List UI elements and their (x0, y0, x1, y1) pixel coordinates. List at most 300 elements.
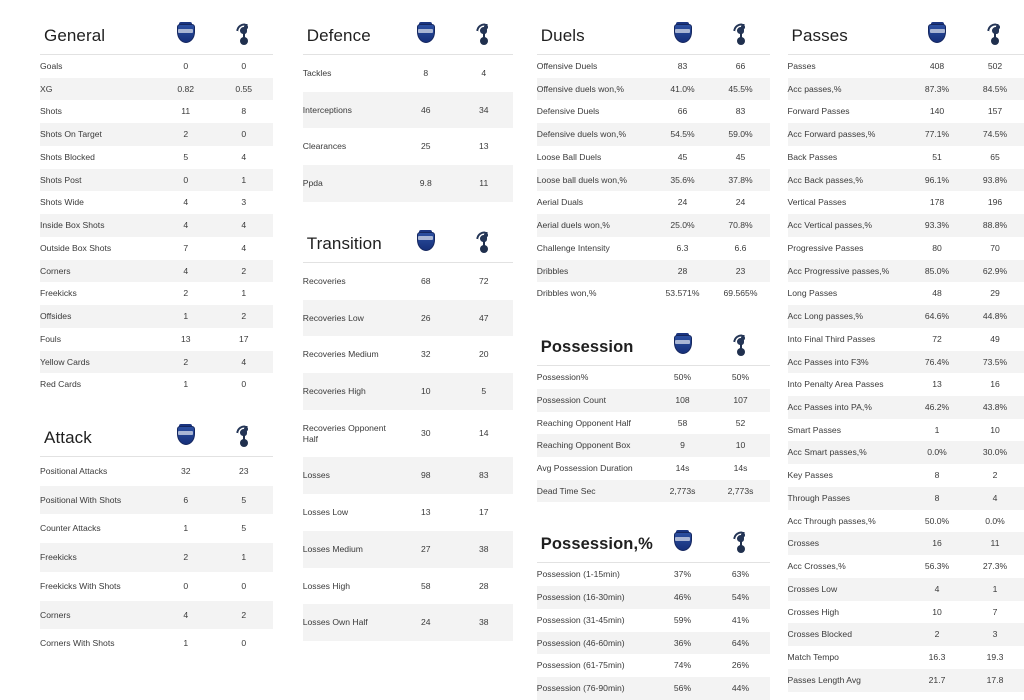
stat-label: Inside Box Shots (40, 214, 157, 237)
stat-value-team-a: 72 (908, 328, 966, 351)
stat-value-team-b: 70.8% (712, 214, 770, 237)
stat-value-team-a: 1 (157, 373, 215, 396)
stat-value-team-a: 2 (157, 543, 215, 572)
stat-value-team-a: 2 (157, 282, 215, 305)
table-row (303, 92, 513, 129)
stat-label: Possession (61-75min) (537, 654, 654, 677)
stats-table-header-passes (788, 22, 1024, 55)
stat-label: Offsides (40, 305, 157, 328)
stat-label: Avg Possession Duration (537, 457, 654, 480)
table-row (537, 457, 770, 480)
stat-value-team-a: 46.2% (908, 396, 966, 419)
stat-value-team-b: 4 (215, 214, 273, 237)
stat-value-team-b: 5 (215, 514, 273, 543)
stat-value-team-a: 30 (397, 410, 455, 457)
table-row (303, 300, 513, 337)
table-row (40, 214, 273, 237)
stat-value-team-b: 1 (966, 578, 1024, 601)
stat-label: Acc Long passes,% (788, 305, 909, 328)
stat-label: Losses (303, 457, 397, 494)
stats-columns (0, 22, 1024, 700)
stat-value-team-b: 0 (215, 629, 273, 658)
table-row (303, 457, 513, 494)
stat-value-team-b: 28 (455, 568, 513, 605)
table-row (788, 260, 1024, 283)
everton-crest-icon (415, 22, 437, 46)
stat-label: Loose Ball Duels (537, 146, 654, 169)
stat-value-team-a: 4 (157, 601, 215, 630)
stat-value-team-b: 70 (966, 237, 1024, 260)
stat-value-team-a: 48 (908, 282, 966, 305)
tottenham-crest-icon (730, 22, 752, 46)
table-row (537, 632, 770, 655)
stats-column-3 (513, 22, 770, 700)
stats-table-general (40, 22, 273, 396)
team-b-header (215, 22, 273, 55)
table-row (40, 55, 273, 78)
stat-value-team-b: 157 (966, 100, 1024, 123)
stat-label: Shots Wide (40, 191, 157, 214)
stat-value-team-b: 59.0% (712, 123, 770, 146)
stat-value-team-a: 0 (157, 169, 215, 192)
table-row (40, 305, 273, 328)
stat-value-team-b: 73.5% (966, 351, 1024, 374)
stat-value-team-b: 66 (712, 55, 770, 78)
table-row (788, 146, 1024, 169)
stat-value-team-b: 8 (215, 100, 273, 123)
table-row (537, 260, 770, 283)
table-row (537, 654, 770, 677)
stat-label: Crosses Low (788, 578, 909, 601)
stat-value-team-a: 4 (157, 191, 215, 214)
stat-label: Counter Attacks (40, 514, 157, 543)
stat-value-team-b: 24 (712, 191, 770, 214)
stat-value-team-a: 36% (654, 632, 712, 655)
table-row (537, 480, 770, 503)
team-a-header (654, 530, 712, 563)
stat-label: Corners (40, 601, 157, 630)
stat-label: Forward Passes (788, 100, 909, 123)
stat-value-team-a: 4 (157, 214, 215, 237)
stats-table-header-attack (40, 424, 273, 457)
stat-value-team-b: 1 (215, 169, 273, 192)
stat-value-team-a: 54.5% (654, 123, 712, 146)
stat-value-team-b: 88.8% (966, 214, 1024, 237)
table-row (40, 237, 273, 260)
table-row (788, 100, 1024, 123)
stat-value-team-b: 0 (215, 572, 273, 601)
stat-value-team-a: 21.7 (908, 669, 966, 692)
team-b-header (455, 230, 513, 263)
stat-label: Recoveries Medium (303, 336, 397, 373)
stat-value-team-b: 50% (712, 366, 770, 389)
table-row (303, 165, 513, 202)
stat-value-team-a: 50.0% (908, 510, 966, 533)
section-title-defence: Defence (303, 22, 397, 55)
stat-value-team-b: 6.6 (712, 237, 770, 260)
stats-table-header-possession (537, 333, 770, 366)
stat-value-team-b: 44.8% (966, 305, 1024, 328)
stat-value-team-b: 2 (215, 305, 273, 328)
stat-value-team-a: 80 (908, 237, 966, 260)
stat-value-team-b: 65 (966, 146, 1024, 169)
stat-value-team-b: 4 (215, 351, 273, 374)
stat-value-team-b: 49 (966, 328, 1024, 351)
stat-value-team-a: 8 (908, 487, 966, 510)
stat-label: Offensive Duels (537, 55, 654, 78)
stat-label: Possession% (537, 366, 654, 389)
table-row (788, 578, 1024, 601)
stat-label: Crosses (788, 532, 909, 555)
table-row (788, 123, 1024, 146)
stat-value-team-a: 0.0% (908, 441, 966, 464)
table-row (788, 305, 1024, 328)
stat-label: Outside Box Shots (40, 237, 157, 260)
stat-value-team-b: 11 (455, 165, 513, 202)
stat-value-team-b: 45.5% (712, 78, 770, 101)
stat-value-team-a: 64.6% (908, 305, 966, 328)
table-row (303, 262, 513, 299)
stat-label: Ppda (303, 165, 397, 202)
stats-table-transition (303, 230, 513, 641)
stat-label: Clearances (303, 128, 397, 165)
stat-value-team-a: 96.1% (908, 169, 966, 192)
stat-label: Acc Smart passes,% (788, 441, 909, 464)
stat-label: Possession (31-45min) (537, 609, 654, 632)
stats-column-2 (273, 22, 513, 641)
table-row (303, 410, 513, 457)
stat-value-team-b: 74.5% (966, 123, 1024, 146)
stat-value-team-a: 28 (654, 260, 712, 283)
table-row (537, 586, 770, 609)
stat-value-team-a: 0 (157, 55, 215, 78)
stat-label: Acc Crosses,% (788, 555, 909, 578)
stat-value-team-a: 11 (157, 100, 215, 123)
stat-value-team-a: 8 (908, 464, 966, 487)
stat-value-team-a: 46 (397, 92, 455, 129)
stat-value-team-b: 196 (966, 191, 1024, 214)
stat-value-team-b: 502 (966, 55, 1024, 78)
stat-label: Acc Progressive passes,% (788, 260, 909, 283)
stats-table-defence (303, 22, 513, 202)
stat-value-team-a: 25 (397, 128, 455, 165)
stat-value-team-a: 35.6% (654, 169, 712, 192)
stat-value-team-b: 13 (455, 128, 513, 165)
stat-value-team-b: 38 (455, 604, 513, 641)
stat-value-team-a: 2 (157, 123, 215, 146)
table-row (788, 669, 1024, 692)
stat-value-team-a: 59% (654, 609, 712, 632)
stat-value-team-b: 2 (966, 464, 1024, 487)
team-b-header (215, 424, 273, 457)
stat-value-team-b: 47 (455, 300, 513, 337)
table-row (788, 419, 1024, 442)
stat-value-team-b: 0.0% (966, 510, 1024, 533)
stat-label: Vertical Passes (788, 191, 909, 214)
tottenham-crest-icon (984, 22, 1006, 46)
stats-table-header-duels (537, 22, 770, 55)
table-row (537, 609, 770, 632)
stat-label: Freekicks With Shots (40, 572, 157, 601)
table-row (537, 169, 770, 192)
stat-value-team-a: 85.0% (908, 260, 966, 283)
stat-value-team-b: 19.3 (966, 646, 1024, 669)
stat-label: Possession (1-15min) (537, 563, 654, 586)
stat-label: Into Penalty Area Passes (788, 373, 909, 396)
team-b-header (712, 22, 770, 55)
stat-value-team-b: 5 (455, 373, 513, 410)
stat-value-team-a: 32 (157, 457, 215, 486)
table-row (537, 412, 770, 435)
section-title-general: General (40, 22, 157, 55)
team-a-header (654, 22, 712, 55)
stat-value-team-b: 23 (712, 260, 770, 283)
stat-value-team-b: 43.8% (966, 396, 1024, 419)
stat-value-team-a: 5 (157, 146, 215, 169)
stats-table-duels (537, 22, 770, 305)
table-row (40, 78, 273, 101)
stat-value-team-a: 56.3% (908, 555, 966, 578)
stat-label: Passes (788, 55, 909, 78)
stat-value-team-b: 14 (455, 410, 513, 457)
team-b-header (455, 22, 513, 55)
stat-label: Crosses Blocked (788, 623, 909, 646)
table-row (788, 237, 1024, 260)
stat-label: Possession (46-60min) (537, 632, 654, 655)
stat-value-team-a: 4 (157, 260, 215, 283)
table-row (303, 336, 513, 373)
stat-label: Acc Back passes,% (788, 169, 909, 192)
stat-value-team-a: 74% (654, 654, 712, 677)
table-row (537, 100, 770, 123)
table-row (537, 389, 770, 412)
stat-label: Offensive duels won,% (537, 78, 654, 101)
stat-label: Loose ball duels won,% (537, 169, 654, 192)
stat-value-team-a: 1 (157, 305, 215, 328)
stat-label: Dribbles (537, 260, 654, 283)
stat-value-team-b: 4 (215, 237, 273, 260)
stat-value-team-b: 2,773s (712, 480, 770, 503)
stat-label: Back Passes (788, 146, 909, 169)
stat-label: Dribbles won,% (537, 282, 654, 305)
tottenham-crest-icon (233, 424, 255, 448)
team-b-header (966, 22, 1024, 55)
table-row (303, 604, 513, 641)
stat-label: Goals (40, 55, 157, 78)
table-row (40, 629, 273, 658)
stat-value-team-b: 4 (966, 487, 1024, 510)
table-row (40, 191, 273, 214)
section-title-possession-pct: Possession,% (537, 530, 654, 563)
stat-label: Aerial Duals (537, 191, 654, 214)
section-title-transition: Transition (303, 230, 397, 263)
everton-crest-icon (926, 22, 948, 46)
stat-label: Corners (40, 260, 157, 283)
stat-label: Freekicks (40, 282, 157, 305)
table-row (303, 531, 513, 568)
stat-label: Match Tempo (788, 646, 909, 669)
stats-table-header-transition (303, 230, 513, 263)
stat-value-team-a: 0 (157, 572, 215, 601)
stat-label: Acc passes,% (788, 78, 909, 101)
stats-table-possession (537, 333, 770, 502)
stat-label: Reaching Opponent Half (537, 412, 654, 435)
team-a-header (908, 22, 966, 55)
stat-value-team-b: 26% (712, 654, 770, 677)
stat-label: Yellow Cards (40, 351, 157, 374)
stat-label: Tackles (303, 55, 397, 92)
table-row (788, 601, 1024, 624)
stat-value-team-b: 20 (455, 336, 513, 373)
stats-table-header-general (40, 22, 273, 55)
table-row (537, 191, 770, 214)
stat-label: Acc Vertical passes,% (788, 214, 909, 237)
stat-value-team-b: 16 (966, 373, 1024, 396)
stat-label: Passes Length Avg (788, 669, 909, 692)
stat-value-team-a: 93.3% (908, 214, 966, 237)
stat-value-team-b: 34 (455, 92, 513, 129)
everton-crest-icon (672, 22, 694, 46)
stat-value-team-b: 5 (215, 486, 273, 515)
stat-value-team-a: 77.1% (908, 123, 966, 146)
table-row (40, 601, 273, 630)
stat-value-team-a: 9.8 (397, 165, 455, 202)
stat-value-team-a: 6 (157, 486, 215, 515)
stat-label: Recoveries Opponent Half (303, 410, 397, 457)
stat-value-team-a: 13 (157, 328, 215, 351)
table-row (788, 532, 1024, 555)
stat-label: Progressive Passes (788, 237, 909, 260)
stat-value-team-b: 72 (455, 262, 513, 299)
stat-label: Corners With Shots (40, 629, 157, 658)
table-row (788, 78, 1024, 101)
table-row (40, 123, 273, 146)
stat-label: Losses Medium (303, 531, 397, 568)
stat-value-team-b: 1 (215, 282, 273, 305)
section-title-possession: Possession (537, 333, 654, 366)
table-row (788, 169, 1024, 192)
stat-label: Fouls (40, 328, 157, 351)
table-row (40, 572, 273, 601)
stat-label: Defensive duels won,% (537, 123, 654, 146)
table-row (303, 494, 513, 531)
table-row (537, 78, 770, 101)
table-row (40, 351, 273, 374)
stat-label: Acc Through passes,% (788, 510, 909, 533)
stat-value-team-a: 58 (654, 412, 712, 435)
stat-value-team-b: 2 (215, 601, 273, 630)
table-row (537, 366, 770, 389)
stat-value-team-b: 0 (215, 373, 273, 396)
table-row (788, 646, 1024, 669)
stat-label: Possession (16-30min) (537, 586, 654, 609)
stat-value-team-a: 0.82 (157, 78, 215, 101)
stat-value-team-a: 4 (908, 578, 966, 601)
stat-value-team-b: 17 (455, 494, 513, 531)
table-row (537, 146, 770, 169)
table-row (303, 55, 513, 92)
stat-label: Possession Count (537, 389, 654, 412)
stat-value-team-b: 17.8 (966, 669, 1024, 692)
stat-value-team-b: 83 (455, 457, 513, 494)
stat-value-team-b: 107 (712, 389, 770, 412)
stat-label: Positional With Shots (40, 486, 157, 515)
stat-value-team-a: 1 (157, 629, 215, 658)
stat-value-team-b: 4 (455, 55, 513, 92)
stats-table-header-defence (303, 22, 513, 55)
stat-label: Recoveries High (303, 373, 397, 410)
table-row (537, 123, 770, 146)
stat-label: Acc Forward passes,% (788, 123, 909, 146)
team-a-header (397, 22, 455, 55)
table-row (788, 351, 1024, 374)
stat-value-team-b: 7 (966, 601, 1024, 624)
stat-value-team-b: 23 (215, 457, 273, 486)
stats-table-header-possession-pct (537, 530, 770, 563)
team-a-header (157, 22, 215, 55)
team-b-header (712, 530, 770, 563)
stat-value-team-a: 140 (908, 100, 966, 123)
tottenham-crest-icon (473, 22, 495, 46)
everton-crest-icon (175, 22, 197, 46)
stat-value-team-a: 50% (654, 366, 712, 389)
stat-value-team-b: 3 (966, 623, 1024, 646)
stat-label: Losses High (303, 568, 397, 605)
everton-crest-icon (672, 333, 694, 357)
stat-value-team-a: 26 (397, 300, 455, 337)
stat-value-team-b: 63% (712, 563, 770, 586)
stat-label: Shots Post (40, 169, 157, 192)
stat-value-team-b: 11 (966, 532, 1024, 555)
stat-value-team-b: 45 (712, 146, 770, 169)
stat-value-team-a: 1 (908, 419, 966, 442)
stat-value-team-b: 3 (215, 191, 273, 214)
everton-crest-icon (672, 530, 694, 554)
stat-label: XG (40, 78, 157, 101)
section-title-attack: Attack (40, 424, 157, 457)
table-row (788, 55, 1024, 78)
stat-value-team-a: 9 (654, 434, 712, 457)
stat-value-team-a: 2,773s (654, 480, 712, 503)
table-row (40, 373, 273, 396)
stat-value-team-a: 108 (654, 389, 712, 412)
table-row (788, 623, 1024, 646)
stat-value-team-a: 51 (908, 146, 966, 169)
stat-value-team-b: 38 (455, 531, 513, 568)
stat-value-team-a: 10 (908, 601, 966, 624)
table-row (788, 396, 1024, 419)
table-row (40, 486, 273, 515)
stat-value-team-b: 62.9% (966, 260, 1024, 283)
stat-label: Possession (76-90min) (537, 677, 654, 700)
section-title-passes: Passes (788, 22, 909, 55)
stat-value-team-b: 1 (215, 543, 273, 572)
stat-value-team-a: 2 (908, 623, 966, 646)
stat-value-team-a: 24 (654, 191, 712, 214)
team-a-header (397, 230, 455, 263)
stat-value-team-a: 10 (397, 373, 455, 410)
stat-value-team-a: 14s (654, 457, 712, 480)
stats-column-1 (0, 22, 273, 658)
stat-value-team-a: 41.0% (654, 78, 712, 101)
table-row (788, 441, 1024, 464)
stat-value-team-a: 408 (908, 55, 966, 78)
stat-label: Challenge Intensity (537, 237, 654, 260)
stat-value-team-b: 93.8% (966, 169, 1024, 192)
table-row (788, 373, 1024, 396)
stat-value-team-b: 0.55 (215, 78, 273, 101)
stats-table-possession-pct (537, 530, 770, 699)
